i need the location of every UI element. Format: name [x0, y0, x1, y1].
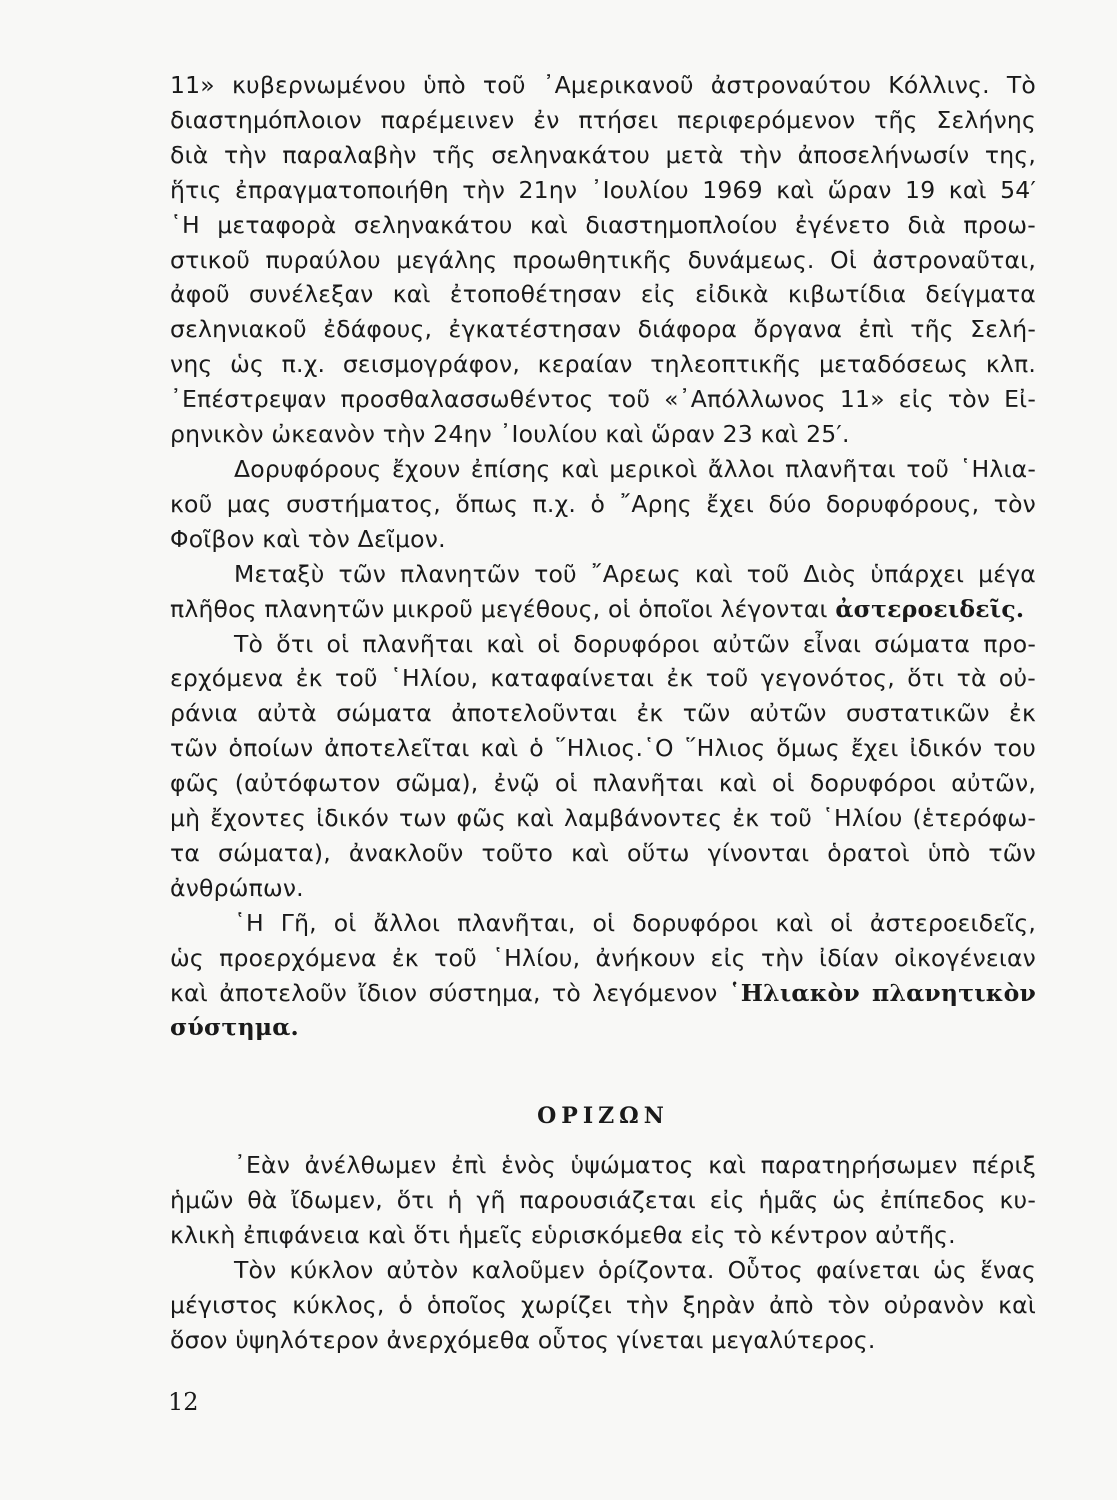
text-line: νης ὡς π.χ. σεισμογράφον, κεραίαν τηλεοπτικῆς μεταδόσεως κλπ.	[170, 350, 1036, 379]
text-line: ερχόμενα ἐκ τοῦ ῾Ηλίου, καταφαίνεται ἐκ τοῦ γεγονότος, ὅτι τὰ οὐ-	[170, 664, 1036, 693]
text-line: ἥτις ἐπραγματοποιήθη τὴν 21ην ᾿Ιουλίου 1969 καὶ ὥραν 19 καὶ 54′	[170, 175, 1036, 204]
text-line: ὡς προερχόμενα ἐκ τοῦ ῾Ηλίου, ἀνήκουν εἰς τὴν ἰδίαν οἰκογένειαν	[170, 943, 1036, 972]
text-line: ῾Η Γῆ, οἱ ἄλλοι πλανῆται, οἱ δορυφόροι καὶ οἱ ἀστεροειδεῖς,	[234, 908, 1036, 937]
text-line: Μεταξὺ τῶν πλανητῶν τοῦ ῎Αρεως καὶ τοῦ Διὸς ὑπάρχει μέγα	[234, 559, 1036, 588]
bold-term: ῾Ηλιακὸν πλανητικὸν	[728, 978, 1036, 1007]
text-line: ᾿Επέστρεψαν προσθαλασσωθέντος τοῦ «᾿Απόλλωνος 11» εἰς τὸν Εἰ-	[170, 385, 1036, 414]
paragraph	[170, 1148, 1036, 1253]
text-line: ράνια αὐτὰ σώματα ἀποτελοῦνται ἐκ τῶν αὐτῶν συστατικῶν ἐκ	[170, 699, 1036, 728]
text-line: Τὸ ὅτι οἱ πλανῆται καὶ οἱ δορυφόροι αὐτῶν εἶναι σώματα προ-	[234, 629, 1036, 658]
paragraphs-before-heading	[170, 68, 1036, 1045]
text-line: Δορυφόρους ἔχουν ἐπίσης καὶ μερικοὶ ἄλλοι πλανῆται τοῦ ῾Ηλια-	[234, 454, 1036, 483]
text-line: τα σώματα), ἀνακλοῦν τοῦτο καὶ οὕτω γίνονται ὁρατοὶ ὑπὸ τῶν	[170, 838, 1036, 867]
text-line: ἀφοῦ συνέλεξαν καὶ ἐτοποθέτησαν εἰς εἰδικὰ κιβωτίδια δείγματα	[170, 280, 1036, 309]
text-line: φῶς (αὐτόφωτον σῶμα), ἐνῷ οἱ πλανῆται καὶ οἱ δορυφόροι αὐτῶν,	[170, 769, 1036, 798]
text-line: 11» κυβερνωμένου ὑπὸ τοῦ ᾿Αμερικανοῦ ἀστροναύτου Κόλλινς. Τὸ	[170, 71, 1036, 99]
text-line: ῾Η μεταφορὰ σεληνακάτου καὶ διαστημοπλοίου ἐγένετο διὰ προω-	[170, 210, 1036, 239]
paragraph	[170, 1253, 1036, 1358]
text-line: κλικὴ ἐπιφάνεια καὶ ὅτι ἡμεῖς εὑρισκόμεθα εἰς τὸ κέντρον αὐτῆς.	[170, 1221, 956, 1250]
paragraph	[170, 452, 1036, 557]
text-line: σεληνιακοῦ ἐδάφους, ἐγκατέστησαν διάφορα ὄργανα ἐπὶ τῆς Σελή-	[170, 315, 1036, 344]
page-body	[170, 68, 1036, 1358]
text-line: κοῦ μας συστήματος, ὅπως π.χ. ὁ ῎Αρης ἔχει δύο δορυφόρους, τὸν	[170, 489, 1036, 518]
text-line: στικοῦ πυραύλου μεγάλης προωθητικῆς δυνάμεως. Οἱ ἀστροναῦται,	[170, 245, 1036, 274]
text-line: ἀνθρώπων.	[170, 873, 304, 902]
text-line: Φοῖβον καὶ τὸν Δεῖμον.	[170, 524, 446, 553]
text-line: καὶ ἀποτελοῦν ἴδιον σύστημα, τὸ λεγόμενον ῾Ηλιακὸν πλανητικὸν	[170, 978, 1036, 1007]
page-number: 12	[168, 1388, 199, 1416]
text-line: ὅσον ὑψηλότερον ἀνερχόμεθα οὗτος γίνεται μεγαλύτερος.	[170, 1325, 876, 1354]
paragraph	[170, 557, 1036, 627]
text-line: μέγιστος κύκλος, ὁ ὁποῖος χωρίζει τὴν ξηρὰν ἀπὸ τὸν οὐρανὸν καὶ	[170, 1290, 1036, 1319]
paragraphs-after-heading	[170, 1148, 1036, 1357]
text-line: μὴ ἔχοντες ἰδικόν των φῶς καὶ λαμβάνοντες ἐκ τοῦ ῾Ηλίου (ἑτερόφω-	[170, 804, 1036, 833]
text-line	[170, 1010, 1036, 1045]
text-line: τῶν ὁποίων ἀποτελεῖται καὶ ὁ ῞Ηλιος.῾Ο ῞Ηλιος ὅμως ἔχει ἰδικόν του	[170, 734, 1036, 763]
text-line: διὰ τὴν παραλαβὴν τῆς σεληνακάτου μετὰ τὴν ἀποσελήνωσίν της,	[170, 140, 1036, 169]
paragraph	[170, 906, 1036, 1046]
section-heading: ΟΡΙΖΩΝ	[537, 1103, 669, 1130]
bold-term: σύστημα.	[170, 1013, 299, 1042]
text-line: Τὸν κύκλον αὐτὸν καλοῦμεν ὁρίζοντα. Οὗτος φαίνεται ὡς ἕνας	[234, 1256, 1036, 1284]
text-line: διαστημόπλοιον παρέμεινεν ἐν πτήσει περιφερόμενον τῆς Σελήνης	[170, 105, 1036, 134]
text-line: ἡμῶν θὰ ἴδωμεν, ὅτι ἡ γῆ παρουσιάζεται εἰς ἡμᾶς ὡς ἐπίπεδος κυ-	[170, 1186, 1036, 1215]
paragraph	[170, 68, 1036, 452]
text-line: ρηνικὸν ὠκεανὸν τὴν 24ην ᾿Ιουλίου καὶ ὥραν 23 καὶ 25′.	[170, 420, 850, 449]
paragraph	[170, 627, 1036, 906]
text-line: ᾿Εὰν ἀνέλθωμεν ἐπὶ ἑνὸς ὑψώματος καὶ παρατηρήσωμεν πέριξ	[234, 1151, 1036, 1180]
text-line: πλῆθος πλανητῶν μικροῦ μεγέθους, οἱ ὁποῖοι λέγονται ἀστεροειδεῖς.	[170, 594, 1025, 623]
bold-term: ἀστεροειδεῖς.	[835, 594, 1025, 623]
